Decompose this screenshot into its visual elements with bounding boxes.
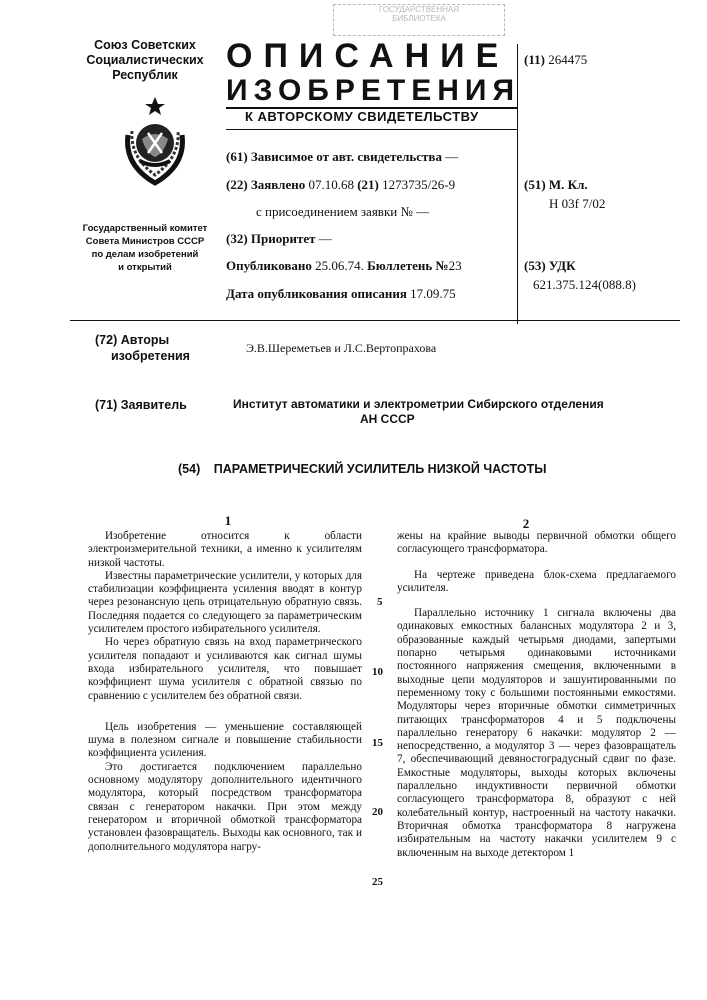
patent-number xyxy=(524,52,587,68)
patent-number-value: 264475 xyxy=(548,52,587,67)
udk-label: (53) УДК xyxy=(524,258,576,274)
field-61-value: — xyxy=(445,149,458,164)
field-22 xyxy=(226,177,455,193)
applicant-label: (71) Заявитель xyxy=(95,397,187,413)
stamp-line-1: ГОСУДАРСТВЕННАЯ xyxy=(334,5,504,14)
field-pub-date xyxy=(226,286,456,302)
line-number: 25 xyxy=(372,876,383,888)
left-paragraph: Это достигается подключением параллельно основному модулятору дополнительного идентичного модулятора, который посредством трансформатора связан с генератором накачки. При этом между генератором и вторичной обмоткой трансформатора установлен фазовращатель. Выходы как основного, так и дополнительного модулятора нагру- xyxy=(88,761,362,854)
issuer-line-3: Республик xyxy=(70,68,220,83)
field-join-value: — xyxy=(416,204,429,219)
committee-block xyxy=(70,222,220,274)
line-number: 5 xyxy=(377,596,383,608)
right-paragraph: На чертеже приведена блок-схема предлагаемого усилителя. xyxy=(397,569,676,596)
applicant-line-2: АН СССР xyxy=(360,412,415,426)
field-22-label: (22) Заявлено xyxy=(226,177,305,192)
field-61-label: (61) Зависимое от авт. свидетельства xyxy=(226,149,442,164)
field-22-value: 07.10.68 xyxy=(308,177,354,192)
pub-date-value: 17.09.75 xyxy=(410,286,456,301)
committee-line-1: Государственный комитет xyxy=(70,222,220,235)
issuer-line-2: Социалистических xyxy=(70,53,220,68)
right-column xyxy=(397,530,676,860)
column-number-left: 1 xyxy=(218,513,238,529)
applicant-line-1: Институт автоматики и электрометрии Сибирского отделения xyxy=(233,397,604,411)
authors-value: Э.В.Шереметьев и Л.С.Вертопрахова xyxy=(246,341,436,356)
field-32-label: (32) Приоритет xyxy=(226,231,316,246)
field-join-label: с присоединением заявки № xyxy=(256,204,413,219)
authors-label xyxy=(95,332,190,364)
field-21-label: (21) xyxy=(357,177,379,192)
issuer-line-1: Союз Советских xyxy=(70,38,220,53)
header-divider xyxy=(517,44,518,324)
library-stamp xyxy=(333,4,505,36)
patent-number-code: (11) xyxy=(524,52,545,67)
pub-date-label: Дата опубликования описания xyxy=(226,286,407,301)
published-label: Опубликовано xyxy=(226,258,312,273)
invention-title xyxy=(178,462,546,476)
published-value: 25.06.74. xyxy=(315,258,364,273)
doc-title-line-1: ОПИСАНИЕ xyxy=(226,38,509,74)
bulletin-label: Бюллетень № xyxy=(367,258,448,273)
header-separator xyxy=(70,320,680,321)
bulletin-value: 23 xyxy=(449,258,462,273)
invention-title-text: ПАРАМЕТРИЧЕСКИЙ УСИЛИТЕЛЬ НИЗКОЙ ЧАСТОТЫ xyxy=(214,462,547,476)
line-number: 20 xyxy=(372,806,383,818)
column-number-right: 2 xyxy=(516,516,536,532)
line-number: 10 xyxy=(372,666,383,678)
committee-line-3: по делам изобретений xyxy=(70,248,220,261)
doc-title-line-2: ИЗОБРЕТЕНИЯ xyxy=(226,74,520,108)
authors-label-1: (72) Авторы xyxy=(95,332,190,348)
field-21-value: 1273735/26-9 xyxy=(382,177,455,192)
field-published xyxy=(226,258,462,274)
committee-line-4: и открытий xyxy=(70,261,220,274)
invention-title-code: (54) xyxy=(178,462,200,476)
field-join xyxy=(256,204,429,220)
stamp-line-2: БИБЛИОТЕКА xyxy=(334,14,504,23)
left-paragraph: Но через обратную связь на вход параметрического усилителя попадают и усиливаются как сигнал шумы входа избирательного усилителя, что повышает коэффициент шума усилителя с обратной связью по сравнению с усилителем без обратной связи. xyxy=(88,636,362,702)
issuer-block xyxy=(70,38,220,83)
field-61 xyxy=(226,149,458,165)
mkl-label: (51) М. Кл. xyxy=(524,177,588,193)
udk-value-text: 621.375.124(088.8) xyxy=(533,277,636,292)
line-number: 15 xyxy=(372,737,383,749)
mkl-value-text: Н 03f 7/02 xyxy=(549,196,605,211)
doc-subtitle: К АВТОРСКОМУ СВИДЕТЕЛЬСТВУ xyxy=(245,109,479,124)
mkl-value xyxy=(549,196,605,212)
left-paragraph: Цель изобретения — уменьшение составляющей шума в полезном сигнале и повышение стабильности коэффициента усиления. xyxy=(88,721,362,761)
left-paragraph: Известны параметрические усилители, у которых для стабилизации коэффициента усиления вводят в контур через резонансную цепь отрицательную обратную связь. Последняя подается со следующего за параметрическим усилителем простого избирательного усилителя. xyxy=(88,570,362,636)
title-rule-bottom xyxy=(226,129,517,130)
right-paragraph: жены на крайние выводы первичной обмотки общего согласующего трансформатора. xyxy=(397,530,676,557)
left-paragraph: Изобретение относится к области электроизмерительной техники, а именно к усилителям низкой частоты. xyxy=(88,530,362,570)
left-column xyxy=(88,530,362,854)
field-32-value: — xyxy=(319,231,332,246)
udk-value xyxy=(533,277,636,293)
ussr-emblem-icon xyxy=(118,95,192,187)
authors-label-2: изобретения xyxy=(95,348,190,364)
field-32 xyxy=(226,231,332,247)
committee-line-2: Совета Министров СССР xyxy=(70,235,220,248)
right-paragraph: Параллельно источнику 1 сигнала включены два одинаковых емкостных балансных модулятора 2 и 3, образованные каждый четырьмя диодами, запертыми попарно четырьмя одинаковыми источниками постоянного напряжения смещения, включенными в выходные цепи модуляторов и зашунтированными по переменному току с большими постоянными емкостями. Модуляторы через вторичные обмотки симметричных питающих трансформаторов 4 и 5 подключены параллельно генератору 6 накачки: модулятор 2 — непосредственно, а модулятор 3 — через фазовращатель 7, обеспечивающий девяностоградусный сдвиг по фазе. Емкостные модуляторы, выходы которых включены параллельно индуктивности первичной обмотки согласующего трансформатора 8, образуют с ней колебательный контур, настроенный на частоту накачки. Вторичная обмотка трансформатора 8 нагружена избирательным на частоту накачки усилителем 9 с включенным на выходе детектором 1 xyxy=(397,607,676,860)
